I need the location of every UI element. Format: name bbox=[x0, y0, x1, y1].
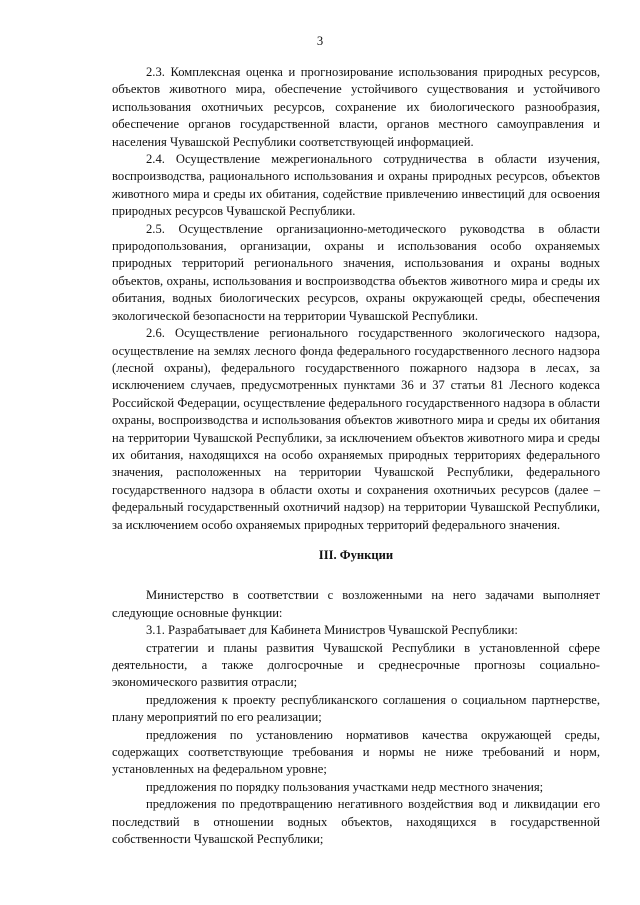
section-3-intro: Министерство в соответствии с возложенными на него задачами выполняет следующие основные функции: bbox=[112, 588, 600, 620]
paragraph-2-3: 2.3. Комплексная оценка и прогнозирование использования природных ресурсов, объектов животного мира, обеспечение устойчивого существования и устойчивого использования охотничьих ресурсов, сохранение их биологического разнообразия, обеспечение органов государственной власти, органов местного самоуправления и населения Чувашской Республики соответствующей информацией. bbox=[112, 65, 600, 149]
page-body bbox=[112, 64, 600, 848]
list-item-subsoil-use: предложения по порядку пользования участками недр местного значения; bbox=[146, 779, 544, 794]
paragraph-2-5: 2.5. Осуществление организационно-методического руководства в области природопользования, организации, охраны и использования особо охраняемых природных территорий регионального значения, использования и охраны водных объектов, охраны, использования и воспроизводства объектов животного мира и среды их обитания, водных биологических ресурсов, охраны окружающей среды, обеспечения экологической безопасности на территории Чувашской Республики. bbox=[112, 221, 600, 323]
paragraph-2-6: 2.6. Осуществление регионального государственного экологического надзора, осуществление на землях лесного фонда федерального государственного лесного надзора (лесной охраны), федерального государственного пожарного надзора в лесах, за исключением случаев, предусмотренных пунктами 36 и 37 статьи 81 Лесного кодекса Российской Федерации, осуществление федерального государственного надзора в области охраны, воспроизводства и использования объектов животного мира и среды их обитания на территории Чувашской Республики, за исключением объектов животного мира и среды их обитания, находящихся на особо охраняемых природных территориях федерального значения, расположенных на территории Чувашской Республики, федерального государственного надзора в области охоты и сохранения охотничьих ресурсов (далее – федеральный государственный охотничий надзор) на территории Чувашской Республики, за исключением особо охраняемых природных территорий федерального значения. bbox=[112, 326, 600, 532]
paragraph-3-1: 3.1. Разрабатывает для Кабинета Министров Чувашской Республики: bbox=[146, 623, 518, 638]
section-3-heading: III. Функции bbox=[318, 547, 394, 562]
list-item-water-impact: предложения по предотвращению негативного воздействия вод и ликвидации его последствий в отношении водных объектов, находящихся в государственной собственности Чувашской Республики; bbox=[112, 797, 600, 847]
list-item-environment-standards: предложения по установлению нормативов качества окружающей среды, содержащих соответствующие требования и нормы не ниже требований и норм, установленных на федеральном уровне; bbox=[112, 727, 600, 777]
list-item-strategies: стратегии и планы развития Чувашской Республики в установленной сфере деятельности, а также долгосрочные и среднесрочные прогнозы социально-экономического развития отрасли; bbox=[112, 640, 600, 690]
page-number: 3 bbox=[316, 34, 324, 48]
list-item-social-partnership: предложения к проекту республиканского соглашения о социальном партнерстве, плану мероприятий по его реализации; bbox=[112, 692, 600, 725]
paragraph-2-4: 2.4. Осуществление межрегионального сотрудничества в области изучения, воспроизводства, рационального использования и охраны природных ресурсов, объектов животного мира и среды их обитания, содействие привлечению инвестиций для освоения природных ресурсов Чувашской Республики. bbox=[112, 152, 600, 219]
